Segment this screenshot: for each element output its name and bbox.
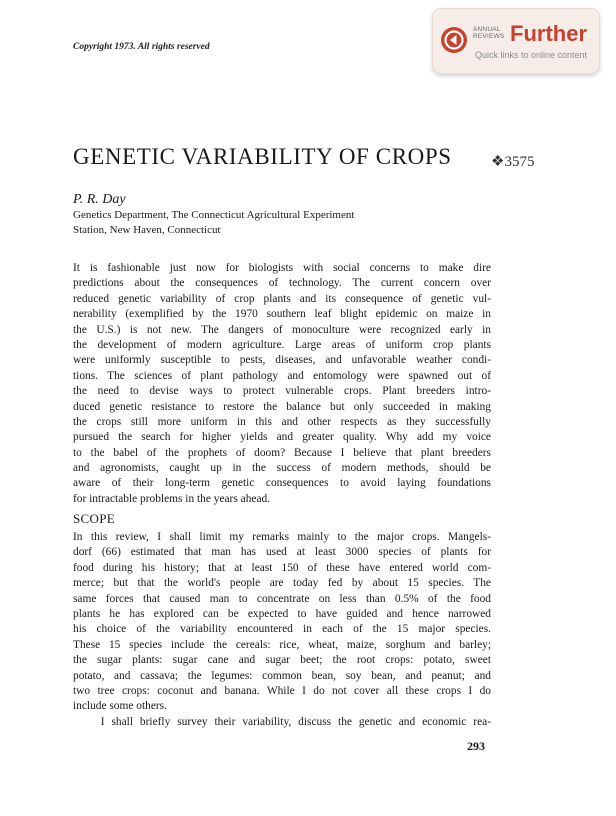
affiliation-line: Genetics Department, The Connecticut Agricultural Experiment [73, 209, 355, 221]
text-line: It is fashionable just now for biologists with social concerns to make dire [73, 262, 491, 274]
text-line: tions. The sciences of plant pathology and entomology were spawned out of [73, 369, 491, 382]
text-line: potato, and cassava; the legumes: common bean, soy bean, and peanut; and [73, 669, 491, 682]
text-line: his choice of the variability encountered in each of the 15 major species. [73, 623, 491, 636]
text-line: the crops still more uniform in this and other respects as they successfully [73, 415, 491, 428]
text-line: the U.S.) is not new. The dangers of monoculture were recognized early in [73, 323, 491, 336]
brand-line-reviews: REVIEWS [473, 33, 505, 40]
text-line: plants he has explored can be expected to have guided and hence narrowed [73, 607, 491, 620]
article-title: GENETIC VARIABILITY OF CROPS [73, 144, 452, 169]
text-line: same forces that caused man to concentrate on less than 0.5% of the food [73, 592, 491, 605]
text-line: predictions about the consequences of technology. The current concern over [73, 277, 491, 290]
text-line: the development of modern agriculture. Large areas of uniform crop plants [73, 338, 491, 351]
text-line: were uniformly susceptible to pests, diseases, and unfavorable weather condi- [73, 354, 491, 367]
text-line: dorf (66) estimated that man has used at least 3000 species of plants for [73, 546, 491, 559]
author-name: P. R. Day [73, 192, 126, 207]
further-banner[interactable] [432, 8, 600, 74]
text-line: the sugar plants: sugar cane and sugar beet; the root crops: potato, sweet [73, 654, 491, 667]
text-line: two tree crops: coconut and banana. While I do not cover all these crops I do [73, 684, 491, 697]
scope-paragraph [73, 530, 491, 730]
text-line: merce; but that the world's people are today fed by about 15 species. The [73, 577, 491, 590]
text-line: These 15 species include the cereals: rice, wheat, maize, sorghum and barley; [73, 638, 491, 651]
text-line: to the babel of the prophets of doom? Because I believe that plant breeders [73, 446, 491, 459]
text-line: aware of their long-term genetic consequences to avoid laying foundations [73, 477, 491, 490]
text-line: and agronomists, caught up in the success of modern methods, should be [73, 462, 491, 475]
text-line: pursued the search for higher yields and greater quality. Why add my voice [73, 431, 491, 444]
text-line: duced genetic resistance to restore the balance but only succeeded in making [73, 400, 491, 413]
text-line: include some others. [73, 700, 167, 713]
text-line: reduced genetic variability of crop plants and its consequence of genetic vul- [73, 292, 491, 305]
text-line: the need to devise ways to protect vulnerable crops. Plant breeders intro- [73, 385, 491, 398]
further-wordmark: Further [510, 21, 587, 46]
text-line: nerability (exemplified by the 1970 southern leaf blight epidemic on maize in [73, 308, 491, 321]
page-number: 293 [467, 739, 485, 753]
text-line: for intractable problems in the years ahead. [73, 492, 271, 505]
text-line: I shall briefly survey their variability, discuss the genetic and economic rea- [73, 715, 491, 728]
text-line: In this review, I shall limit my remarks mainly to the major crops. Mangels- [73, 531, 491, 543]
intro-paragraph [73, 261, 491, 507]
brand-line-annual: ANNUAL [473, 26, 501, 33]
section-heading: SCOPE [73, 511, 115, 526]
annual-reviews-brand [473, 26, 504, 40]
article-number: ❖3575 [491, 154, 535, 170]
annual-reviews-logo-icon [440, 26, 468, 54]
text-line: food during his history; that at least 150 of these have entered world com- [73, 561, 491, 574]
affiliation-line: Station, New Haven, Connecticut [73, 224, 221, 236]
further-subtitle: Quick links to online content [475, 50, 588, 60]
copyright-notice: Copyright 1973. All rights reserved [73, 42, 210, 52]
author-affiliation [73, 208, 354, 238]
